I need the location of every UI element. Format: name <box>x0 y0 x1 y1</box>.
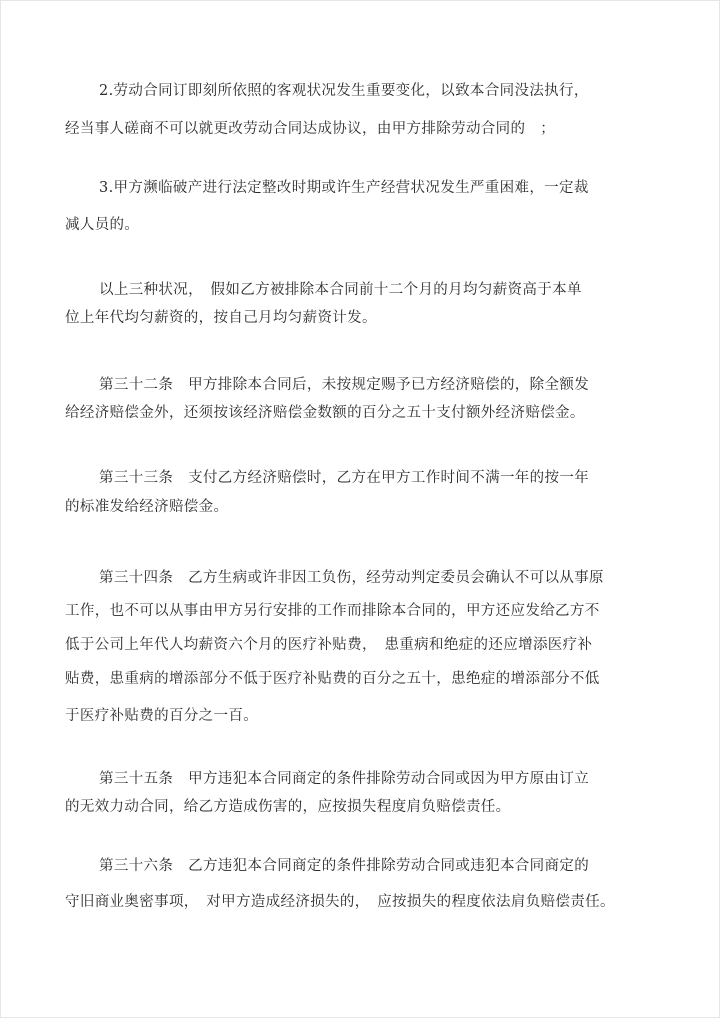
paragraph-6-line-1: 第三十四条 乙方生病或许非因工负伤，经劳动判定委员会确认不可以从事原 <box>99 570 604 586</box>
paragraph-6-line-5: 于医疗补贴费的百分之一百。 <box>65 708 259 724</box>
paragraph-8-line-2: 守旧商业奥密事项， 对甲方造成经济损失的， 应按损失的程度依法肩负赔偿责任。 <box>65 894 615 910</box>
paragraph-7-line-1: 第三十五条 甲方违犯本合同商定的条件排除劳动合同或因为甲方原由订立 <box>99 771 590 787</box>
paragraph-6-line-3: 低于公司上年代人均薪资六个月的医疗补贴费， 患重病和绝症的还应增添医疗补 <box>65 637 593 653</box>
paragraph-2-line-2: 减人员的。 <box>65 217 140 233</box>
paragraph-5-line-1: 第三十三条 支付乙方经济赔偿时，乙方在甲方工作时间不满一年的按一年 <box>99 470 590 486</box>
paragraph-4-line-2: 给经济赔偿金外，还须按该经济赔偿金数额的百分之五十支付额外经济赔偿金。 <box>65 405 585 421</box>
paragraph-6-line-2: 工作，也不可以从事由甲方另行安排的工作而排除本合同的，甲方还应发给乙方不 <box>65 603 600 619</box>
paragraph-1-line-1: 2.劳动合同订即刻所依照的客观状况发生重要变化，以致本合同没法执行， <box>99 83 589 99</box>
paragraph-5-line-2: 的标准发给经济赔偿金。 <box>65 499 229 515</box>
paragraph-2-line-1: 3.甲方濒临破产进行法定整改时期或许生产经营状况发生严重困难，一定裁 <box>99 180 589 196</box>
paragraph-3-line-2: 位上年代均匀薪资的，按自己月均匀薪资计发。 <box>65 310 377 326</box>
paragraph-6-line-4: 贴费，患重病的增添部分不低于医疗补贴费的百分之五十，患绝症的增添部分不低 <box>65 671 600 687</box>
paragraph-1-line-2: 经当事人磋商不可以就更改劳动合同达成协议，由甲方排除劳动合同的 ； <box>65 121 556 137</box>
paragraph-4-line-1: 第三十二条 甲方排除本合同后，未按规定赐予已方经济赔偿的，除全额发 <box>99 377 590 393</box>
paragraph-3-line-1: 以上三种状况， 假如乙方被排除本合同前十二个月的月均匀薪资高于本单 <box>99 282 582 298</box>
paragraph-8-line-1: 第三十六条 乙方违犯本合同商定的条件排除劳动合同或违犯本合同商定的 <box>99 858 590 874</box>
paragraph-7-line-2: 的无效力动合同，给乙方造成伤害的，应按损失程度肩负赔偿责任。 <box>65 799 511 815</box>
